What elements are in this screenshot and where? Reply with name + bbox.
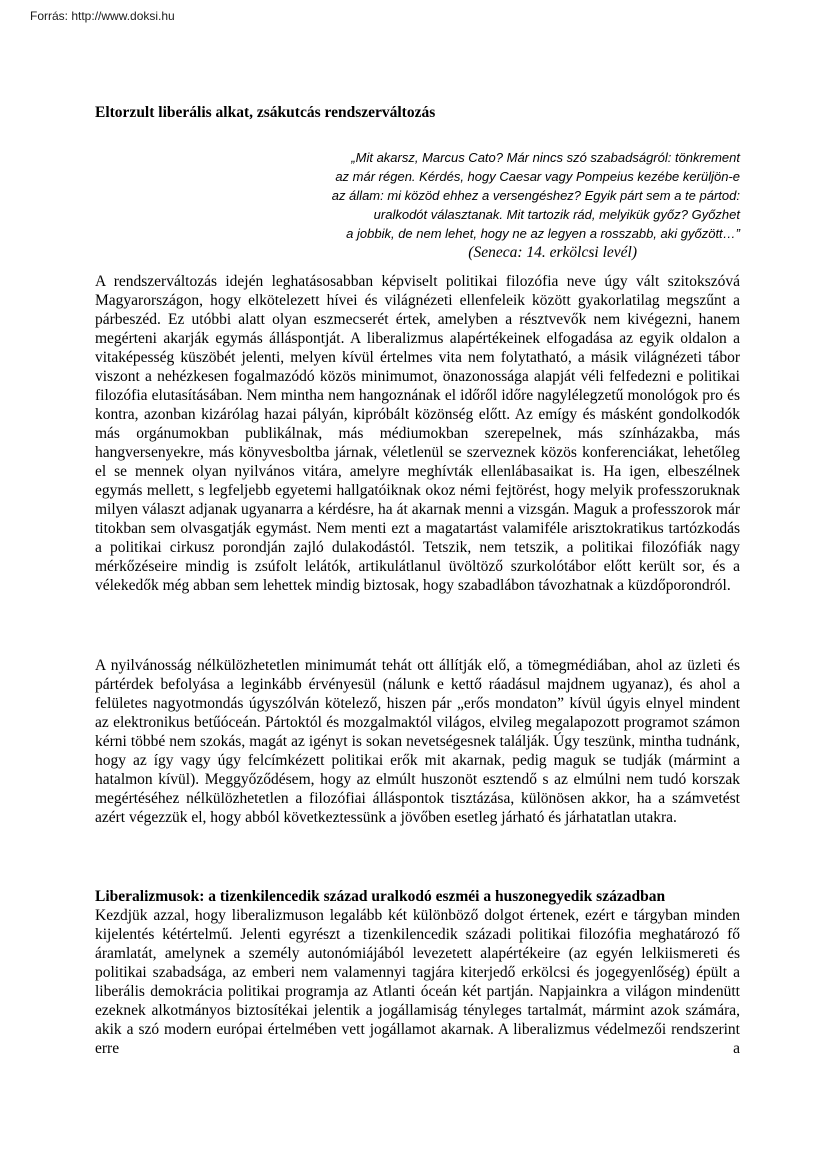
epigraph-quote xyxy=(95,148,740,262)
quote-line: uralkodót választanak. Mit tartozik rád, melyikük győz? Győzhet xyxy=(373,207,740,222)
source-url-text: Forrás: http://www.doksi.hu xyxy=(30,9,175,23)
section-heading: Liberalizmusok: a tizenkilencedik század uralkodó eszméi a huszonegyedik században xyxy=(95,888,666,905)
quote-line: „Mit akarsz, Marcus Cato? Már nincs szó szabadságról: tönkrement xyxy=(351,150,740,165)
section-block xyxy=(95,887,740,1058)
section-paragraph: Kezdjük azzal, hogy liberalizmuson legalább két különböző dolgot értenek, ezért e tárgyban minden kijelentés kétértelmű. Jelenti egyrészt a tizenkilencedik századi politikai filozófia meghatározó fő áramlatát, amelynek a személy autonómiájából levezetett alapértékeire (az egyén lelkiismereti és politikai szabadsága, az emberi nem valamennyi tagjára kiterjedő erkölcsi és jogegyenlőség) épült a liberális demokrácia politikai programja az Atlanti óceán két partján. Napjainkra a világon mindenütt ezeknek alkotmányos biztosítékai jelentik a jogállamiság tényleges tartalmát, mármint azok számára, akik a szó modern európai értelmében vett jogállamot akarnak. A liberalizmus védelmezői rendszerint erre a xyxy=(95,907,740,1057)
quote-line: a jobbik, de nem lehet, hogy ne az legyen a rosszabb, aki győzött…” xyxy=(346,226,740,241)
document-content xyxy=(95,0,740,1170)
quote-line: az állam: mi közöd ehhez a versengéshez? Egyik párt sem a te pártod: xyxy=(331,188,740,203)
document-title: Eltorzult liberális alkat, zsákutcás rendszerváltozás xyxy=(95,104,436,121)
body-paragraph: A rendszerváltozás idején leghatásosabban képviselt politikai filozófia neve úgy vált szitokszóvá Magyarországon, hogy elkötelezett hívei és világnézeti ellenfeleik között gyakorlatilag megszűnt a párbeszéd. Ez utóbbi alatt olyan eszmecserét értek, amelyben a résztvevők nem kivégezni, hanem megérteni akarják egymás álláspontját. A liberalizmus alapértékeinek elfogadása az egyik oldalon a vitaképesség küszöbét jelenti, melyen kívül értelmes vita nem folytatható, a másik világnézeti tábor viszont a nehézkesen fogalmazódó közös minimumot, önazonossága alapját véli felfedezni e politikai filozófia elutasításában. Nem mintha nem hangoznának el időről időre nagylélegzetű monológok pro és kontra, azonban kizárólag hazai pályán, kipróbált közönség előtt. Az emígy és másként gondolkodók más orgánumokban publikálnak, más médiumokban szerepelnek, más színházakba, más hangversenyekre, más könyvesboltba járnak, véletlenül se szerveznek közös konferenciákat, lehetőleg el se mennek olyan nyilvános vitára, amelyre meghívták ellenlábasaikat is. Ha igen, elbeszélnek egymás mellett, s legfeljebb egyetemi hallgatóiknak okoz némi fejtörést, hogy melyik professzoruknak milyen választ adjanak ugyanarra a kérdésre, ha át akarnak menni a vizsgán. Maguk a professzorok már titokban sem olvasgatják egymást. Nem menti ezt a magatartást valamiféle arisztokratikus tartózkodás a politikai cirkusz porondján zajló dulakodástól. Tetszik, nem tetszik, a politikai filozófiák nagy mérkőzéseire mindig is zsúfolt lelátók, artikulátlanul üvöltöző szurkolótábor előtt került sor, és a vélekedők még abban sem lehettek mindig biztosak, hogy szabadlábon távozhatnak a küzdőporondról. xyxy=(95,273,740,594)
quote-line: az már régen. Kérdés, hogy Caesar vagy Pompeius kezébe kerüljön-e xyxy=(335,169,740,184)
body-paragraph: A nyilvánosság nélkülözhetetlen minimumát tehát ott állítják elő, a tömegmédiában, ahol az üzleti és pártérdek befolyása a leginkább érvényesül (nálunk e kettő ráadásul majdnem ugyanaz), és ahol a felületes nagyotmondás úgyszólván kötelező, hiszen pár „erős mondaton” kívül úgyis elnyel mindent az elektronikus betűóceán. Pártoktól és mozgalmaktól világos, elvileg megalapozott programot számon kérni többé nem szokás, magát az igényt is sokan nevetségesnek találják. Úgy teszünk, mintha tudnánk, hogy az így vagy úgy felcímkézett politikai erők mit akarnak, pedig maguk se tudják (mármint a hatalmon kívül). Meggyőződésem, hogy az elmúlt huszonöt esztendő s az elmúlni nem tudó korszak megértéséhez nélkülözhetetlen a filozófiai álláspontok tisztázása, különösen akkor, ha a számvetést azért végezzük el, hogy abból következtessünk a jövőben esetleg járható és járhatatlan utakra. xyxy=(95,657,740,826)
quote-attribution: (Seneca: 14. erkölcsi levél) xyxy=(468,244,637,261)
